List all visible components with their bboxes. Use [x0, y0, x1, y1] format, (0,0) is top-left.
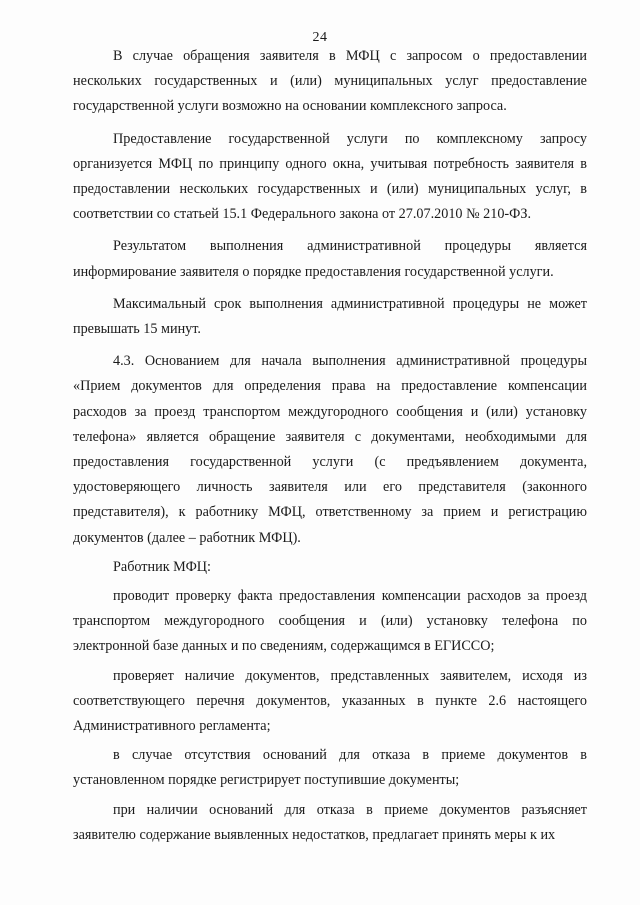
paragraph-max-duration: Максимальный срок выполнения административной процедуры не может превышать 15 минут. — [73, 295, 587, 338]
paragraph-mfc-worker-heading: Работник МФЦ: — [113, 558, 211, 575]
paragraph-section-4-3: 4.3. Основанием для начала выполнения административной процедуры «Прием документов для определения права на предоставление компенсации расходов за проезд транспортом междугородного сообщения и (или) установку телефона» является обращение заявителя с документами, необходимыми для предоставления государственной услуги (с предъявлением документа, удостоверяющего личность заявителя или его представителя (законного представителя), к работнику МФЦ, ответственному за прием и регистрацию документов (далее – работник МФЦ). — [73, 353, 587, 546]
paragraph-one-window-principle: Предоставление государственной услуги по комплексному запросу организуется МФЦ по принципу одного окна, учитывая потребность заявителя в предоставлении нескольких государственных и (или) муниципальных услуг, в соответствии со статьей 15.1 Федерального закона от 27.07.2010 № 210-ФЗ. — [73, 130, 587, 223]
page-number: 24 — [312, 30, 328, 45]
paragraph-register-documents: в случае отсутствия оснований для отказа в приеме документов в установленном порядке регистрирует поступившие документы; — [73, 747, 587, 789]
paragraph-check-documents: проверяет наличие документов, представленных заявителем, исходя из соответствующего перечня документов, указанных в пункте 2.6 настоящего Административного регламента; — [73, 667, 587, 735]
paragraph-complex-request: В случае обращения заявителя в МФЦ с запросом о предоставлении нескольких государственных и (или) муниципальных услуг предоставление государственной услуги возможно на основании комплексного запроса. — [73, 48, 587, 115]
paragraph-explain-deficiencies: при наличии оснований для отказа в приеме документов разъясняет заявителю содержание выявленных недостатков, предлагает принять меры к их — [73, 801, 587, 843]
paragraph-procedure-result: Результатом выполнения административной процедуры является информирование заявителя о порядке предоставления государственной услуги. — [73, 238, 587, 280]
paragraph-check-compensation: проводит проверку факта предоставления компенсации расходов за проезд транспортом междугородного сообщения и (или) установку телефона по электронной базе данных и по сведениям, содержащимся в ЕГИССО; — [73, 588, 587, 655]
document-body — [73, 44, 587, 848]
